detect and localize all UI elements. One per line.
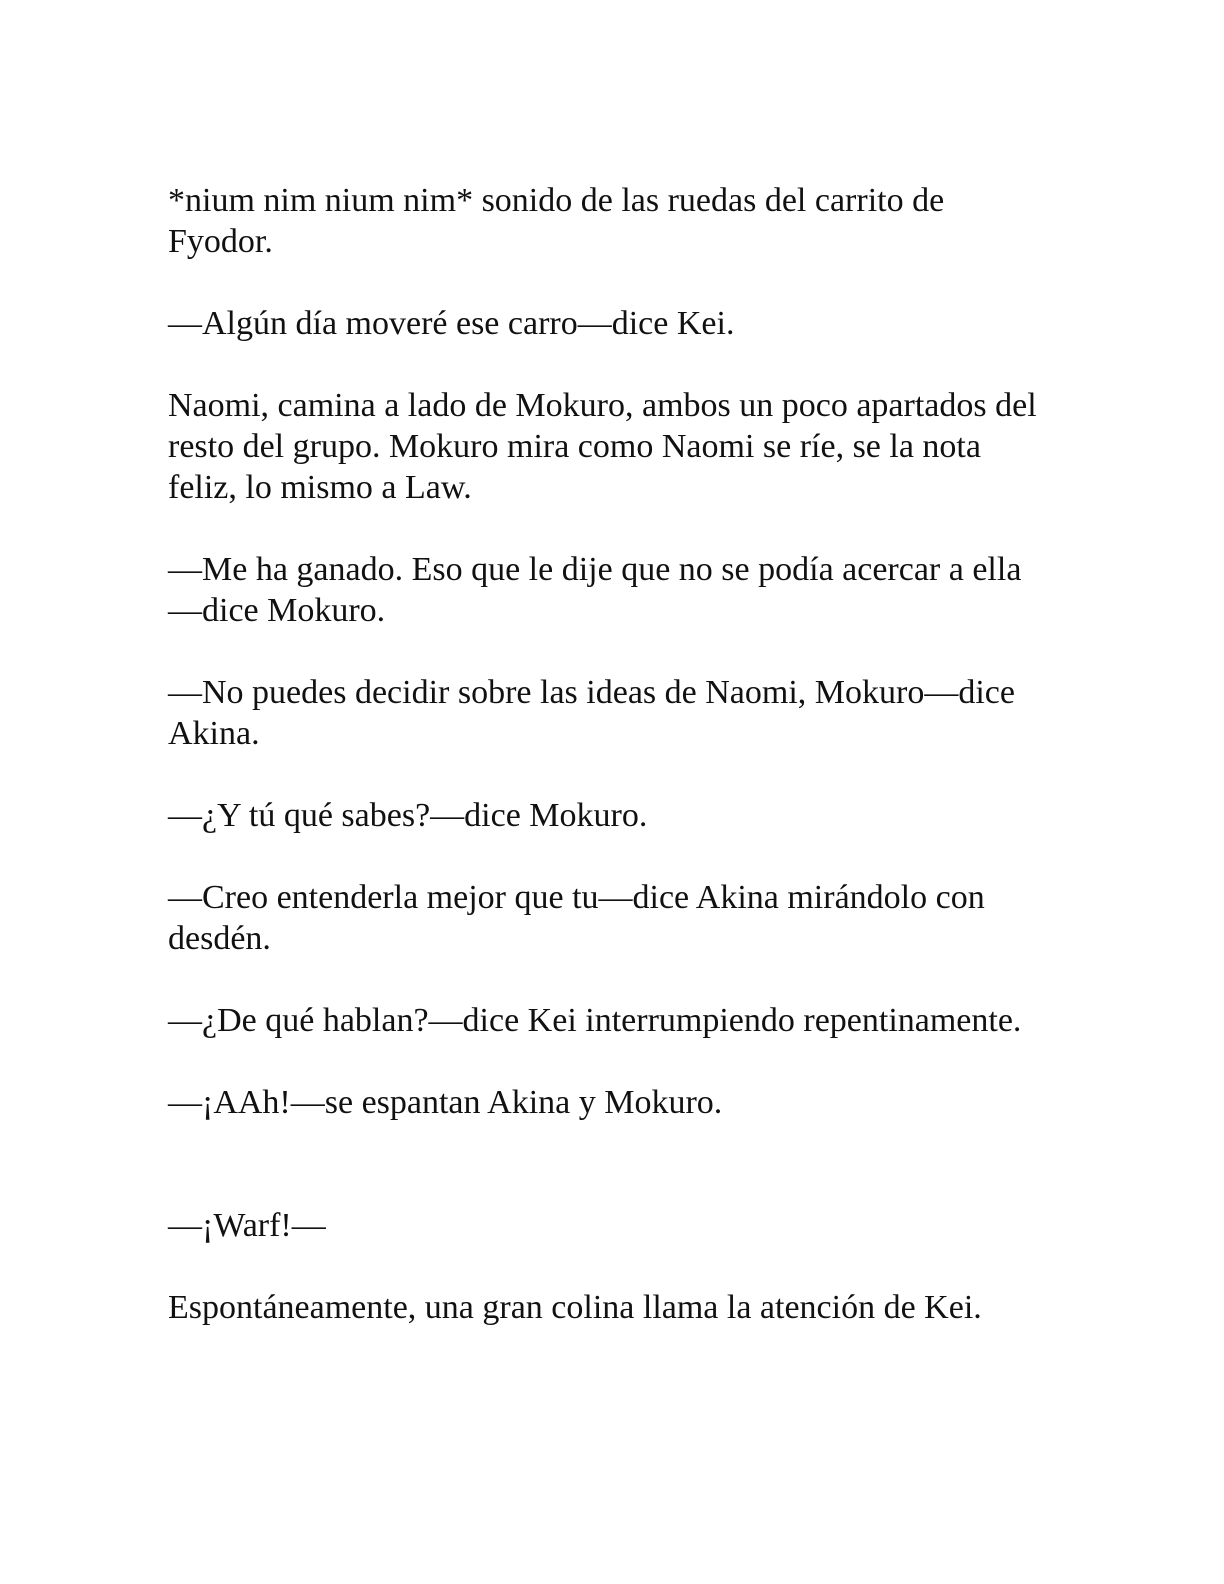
paragraph: *nium nim nium nim* sonido de las ruedas del carrito de Fyodor.: [168, 182, 945, 260]
paragraph: Naomi, camina a lado de Mokuro, ambos un poco apartados del resto del grupo. Mokuro mira como Naomi se ríe, se la nota feliz, lo mismo a Law.: [168, 387, 1037, 506]
paragraph: —¡Warf!—: [168, 1207, 326, 1244]
paragraph: —No puedes decidir sobre las ideas de Naomi, Mokuro—dice Akina.: [168, 674, 1015, 752]
paragraph: —¿De qué hablan?—dice Kei interrumpiendo repentinamente.: [168, 1002, 1022, 1039]
paragraph: —Me ha ganado. Eso que le dije que no se podía acercar a ella—dice Mokuro.: [168, 551, 1022, 629]
paragraph: —Creo entenderla mejor que tu—dice Akina mirándolo con desdén.: [168, 879, 985, 957]
paragraph: —¡AAh!—se espantan Akina y Mokuro.: [168, 1084, 723, 1121]
paragraph: —¿Y tú qué sabes?—dice Mokuro.: [168, 797, 648, 834]
paragraph: —Algún día moveré ese carro—dice Kei.: [168, 305, 735, 342]
paragraph: Espontáneamente, una gran colina llama la atención de Kei.: [168, 1289, 982, 1326]
document-body: [168, 180, 1048, 1369]
